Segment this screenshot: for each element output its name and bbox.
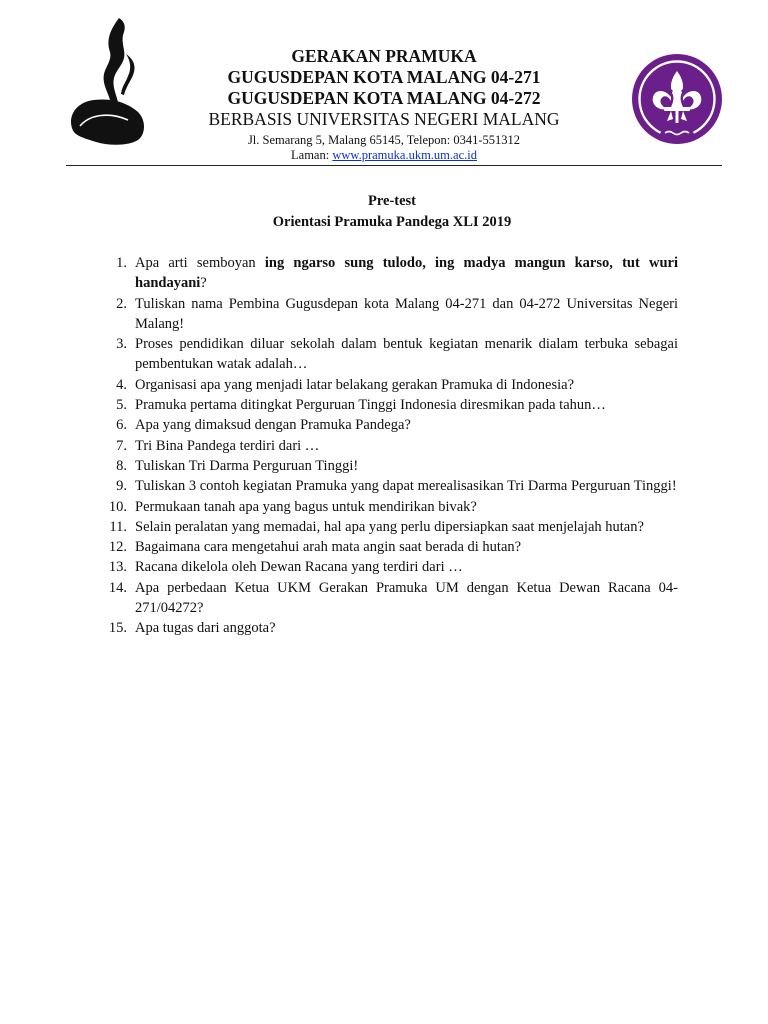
- question-text: Organisasi apa yang menjadi latar belakang gerakan Pramuka di Indonesia?: [135, 376, 575, 393]
- question-text: Selain peralatan yang memadai, hal apa yang perlu dipersiapkan saat menjelajah hutan?: [135, 518, 644, 535]
- question-number: 11.: [109, 518, 127, 535]
- question-text: Racana dikelola oleh Dewan Racana yang terdiri dari …: [135, 559, 463, 576]
- question-text: Apa perbedaan Ketua UKM Gerakan Pramuka UM dengan Ketua Dewan Racana 04-271/04272?: [135, 579, 678, 617]
- question-number: 6.: [116, 417, 127, 434]
- question-number: 5.: [116, 397, 127, 414]
- question-item: [100, 557, 678, 577]
- question-item: [100, 476, 678, 496]
- question-list: [100, 253, 678, 639]
- document-title: Pre-test: [367, 193, 417, 209]
- question-item: [100, 395, 678, 415]
- org-name: GERAKAN PRAMUKA: [291, 46, 477, 66]
- question-item: [100, 415, 678, 435]
- question-text: Tuliskan nama Pembina Gugusdepan kota Malang 04-271 dan 04-272 Universitas Negeri Malang!: [135, 295, 678, 332]
- question-item: [100, 294, 678, 335]
- question-number: 9.: [116, 478, 127, 495]
- tunas-kelapa-icon: [66, 16, 148, 148]
- question-number: 15.: [108, 620, 127, 637]
- address-line: Jl. Semarang 5, Malang 65145, Telepon: 0341-551312: [247, 133, 521, 147]
- question-text: Permukaan tanah apa yang bagus untuk mendirikan bivak?: [135, 498, 477, 515]
- question-text: Proses pendidikan diluar sekolah dalam bentuk kegiatan menarik dialam terbuka sebagai pembentukan watak adalah…: [135, 336, 678, 373]
- question-item: [100, 618, 678, 638]
- document-subtitle: Orientasi Pramuka Pandega XLI 2019: [272, 214, 512, 230]
- header-divider: [66, 165, 722, 166]
- question-item: [100, 436, 678, 456]
- question-text: Tuliskan 3 contoh kegiatan Pramuka yang dapat merealisasikan Tri Darma Perguruan Tinggi!: [135, 478, 677, 495]
- question-text: Bagaimana cara mengetahui arah mata angin saat berada di hutan?: [135, 539, 522, 556]
- question-item: [100, 456, 678, 476]
- question-item: [100, 517, 678, 537]
- question-number: 3.: [116, 336, 127, 353]
- question-text: Tri Bina Pandega terdiri dari …: [135, 437, 320, 454]
- world-scout-emblem-icon: [631, 53, 723, 145]
- question-number: 7.: [116, 437, 127, 454]
- question-item: [100, 497, 678, 517]
- question-text: Tuliskan Tri Darma Perguruan Tinggi!: [135, 457, 359, 474]
- question-text: Pramuka pertama ditingkat Perguruan Tinggi Indonesia diresmikan pada tahun…: [135, 397, 606, 414]
- question-number: 1.: [116, 255, 127, 271]
- university-base: BERBASIS UNIVERSITAS NEGERI MALANG: [208, 109, 560, 129]
- question-text: Apa yang dimaksud dengan Pramuka Pandega?: [135, 417, 411, 434]
- question-number: 13.: [108, 559, 127, 576]
- question-number: 10.: [108, 498, 127, 515]
- unit-name-04-272: GUGUSDEPAN KOTA MALANG 04-272: [227, 88, 541, 108]
- website-line: [160, 148, 608, 163]
- question-number: 4.: [116, 376, 127, 393]
- question-text: Apa tugas dari anggota?: [135, 620, 276, 637]
- website-link[interactable]: www.pramuka.ukm.um.ac.id: [332, 148, 477, 162]
- document-titles: [108, 191, 676, 233]
- question-item: [100, 253, 678, 294]
- question-number: 8.: [116, 457, 127, 474]
- website-label: Laman:: [291, 148, 330, 162]
- question-number: 12.: [108, 539, 127, 556]
- question-item: [100, 334, 678, 375]
- unit-name-04-271: GUGUSDEPAN KOTA MALANG 04-271: [227, 67, 541, 87]
- question-number: 2.: [116, 295, 127, 312]
- letterhead: [160, 46, 608, 163]
- question-item: [100, 375, 678, 395]
- question-item: [100, 578, 678, 619]
- question-text: Apa arti semboyan ing ngarso sung tulodo, ing madya mangun karso, tut wuri handayani?: [135, 255, 678, 292]
- question-number: 14.: [108, 579, 127, 596]
- question-item: [100, 537, 678, 557]
